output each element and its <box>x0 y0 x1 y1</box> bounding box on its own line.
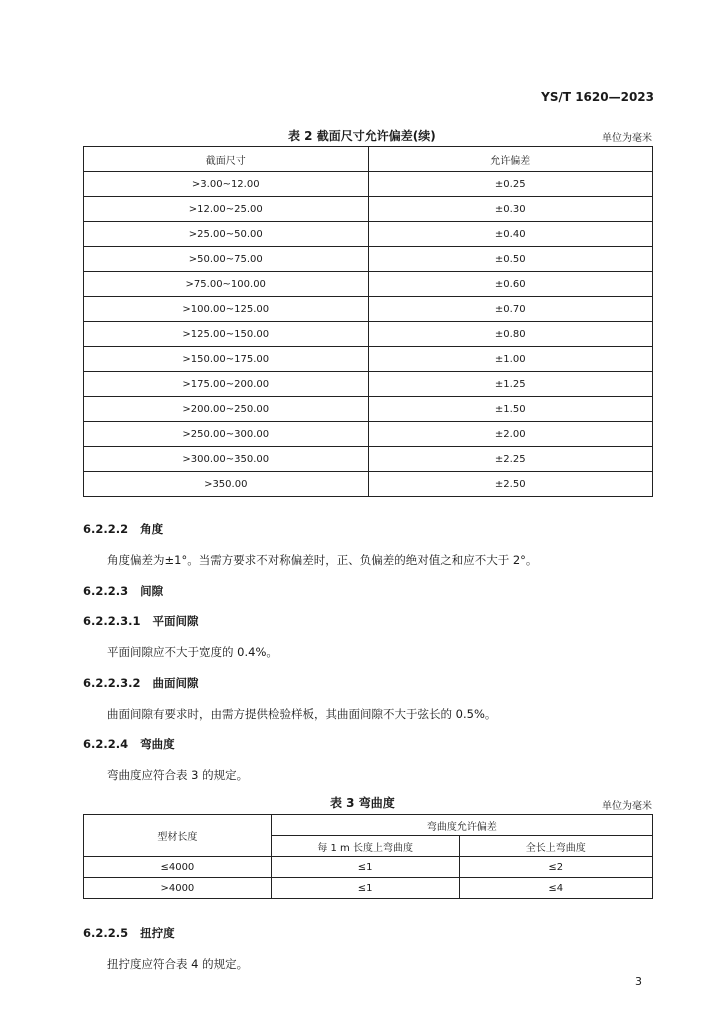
col-header-full-length: 全长上弯曲度 <box>459 836 652 857</box>
col-header-per-meter: 每 1 m 长度上弯曲度 <box>271 836 459 857</box>
col-header-section-size: 截面尺寸 <box>84 147 369 172</box>
table-cell: >12.00~25.00 <box>84 197 369 222</box>
para-angle: 角度偏差为±1°。当需方要求不对称偏差时，正、负偏差的绝对值之和应不大于 2°。 <box>107 553 538 567</box>
table-cell: ≤2 <box>459 857 652 878</box>
table-row <box>84 347 653 372</box>
table-row <box>84 397 653 422</box>
table-row <box>84 878 653 899</box>
table-cell: >175.00~200.00 <box>84 372 369 397</box>
table-row <box>84 472 653 497</box>
table-cell: >100.00~125.00 <box>84 297 369 322</box>
table2-unit: 单位为毫米 <box>602 133 652 144</box>
table-row <box>84 322 653 347</box>
table-cell: >3.00~12.00 <box>84 172 369 197</box>
table-cell: ±0.70 <box>368 297 653 322</box>
table3-caption: 表 3 弯曲度 <box>330 796 395 810</box>
para-bending: 弯曲度应符合表 3 的规定。 <box>107 768 249 782</box>
table-cell: ±0.50 <box>368 247 653 272</box>
table-cell: >50.00~75.00 <box>84 247 369 272</box>
table-cell: ≤4 <box>459 878 652 899</box>
table-cell: ±0.25 <box>368 172 653 197</box>
table-header-row <box>84 815 653 836</box>
table-row <box>84 372 653 397</box>
table-cell: ±0.30 <box>368 197 653 222</box>
page-number: 3 <box>635 975 642 988</box>
table-cell: >125.00~150.00 <box>84 322 369 347</box>
table2-caption: 表 2 截面尺寸允许偏差(续) <box>288 129 436 143</box>
standard-code: YS/T 1620—2023 <box>541 90 654 104</box>
table-row <box>84 857 653 878</box>
table-cell: >200.00~250.00 <box>84 397 369 422</box>
table-row <box>84 197 653 222</box>
table2-section-tolerance <box>83 146 653 497</box>
table-cell: ±1.25 <box>368 372 653 397</box>
table-cell: ±2.25 <box>368 447 653 472</box>
table-cell: ±2.50 <box>368 472 653 497</box>
table-cell: >350.00 <box>84 472 369 497</box>
col-header-profile-length: 型材长度 <box>84 815 272 857</box>
table-row <box>84 447 653 472</box>
table-cell: >150.00~175.00 <box>84 347 369 372</box>
table-cell: ±1.50 <box>368 397 653 422</box>
section-6-2-2-2: 6.2.2.2 角度 <box>83 522 164 536</box>
table-header-row <box>84 147 653 172</box>
section-6-2-2-5: 6.2.2.5 扭拧度 <box>83 926 175 940</box>
table-cell: ±2.00 <box>368 422 653 447</box>
table-row <box>84 272 653 297</box>
table-row <box>84 297 653 322</box>
table-cell: ≤1 <box>271 878 459 899</box>
col-header-bending-tolerance: 弯曲度允许偏差 <box>271 815 652 836</box>
table-cell: ±1.00 <box>368 347 653 372</box>
table3-bending <box>83 814 653 899</box>
table-cell: ±0.40 <box>368 222 653 247</box>
para-curved-gap: 曲面间隙有要求时，由需方提供检验样板，其曲面间隙不大于弦长的 0.5%。 <box>107 707 497 721</box>
section-6-2-2-4: 6.2.2.4 弯曲度 <box>83 737 175 751</box>
table-cell: ±0.80 <box>368 322 653 347</box>
table-cell: >25.00~50.00 <box>84 222 369 247</box>
table-cell: >300.00~350.00 <box>84 447 369 472</box>
para-flat-gap: 平面间隙应不大于宽度的 0.4%。 <box>107 645 278 659</box>
para-twist: 扭拧度应符合表 4 的规定。 <box>107 957 249 971</box>
table-cell: >4000 <box>84 878 272 899</box>
table-row <box>84 247 653 272</box>
table-row <box>84 172 653 197</box>
section-6-2-2-3-1: 6.2.2.3.1 平面间隙 <box>83 614 199 628</box>
table-cell: ≤1 <box>271 857 459 878</box>
col-header-tolerance: 允许偏差 <box>368 147 653 172</box>
table-cell: ≤4000 <box>84 857 272 878</box>
section-6-2-2-3: 6.2.2.3 间隙 <box>83 584 164 598</box>
table-cell: >75.00~100.00 <box>84 272 369 297</box>
table3-unit: 单位为毫米 <box>602 801 652 812</box>
table-row <box>84 422 653 447</box>
table-cell: >250.00~300.00 <box>84 422 369 447</box>
section-6-2-2-3-2: 6.2.2.3.2 曲面间隙 <box>83 676 199 690</box>
table-cell: ±0.60 <box>368 272 653 297</box>
table-row <box>84 222 653 247</box>
